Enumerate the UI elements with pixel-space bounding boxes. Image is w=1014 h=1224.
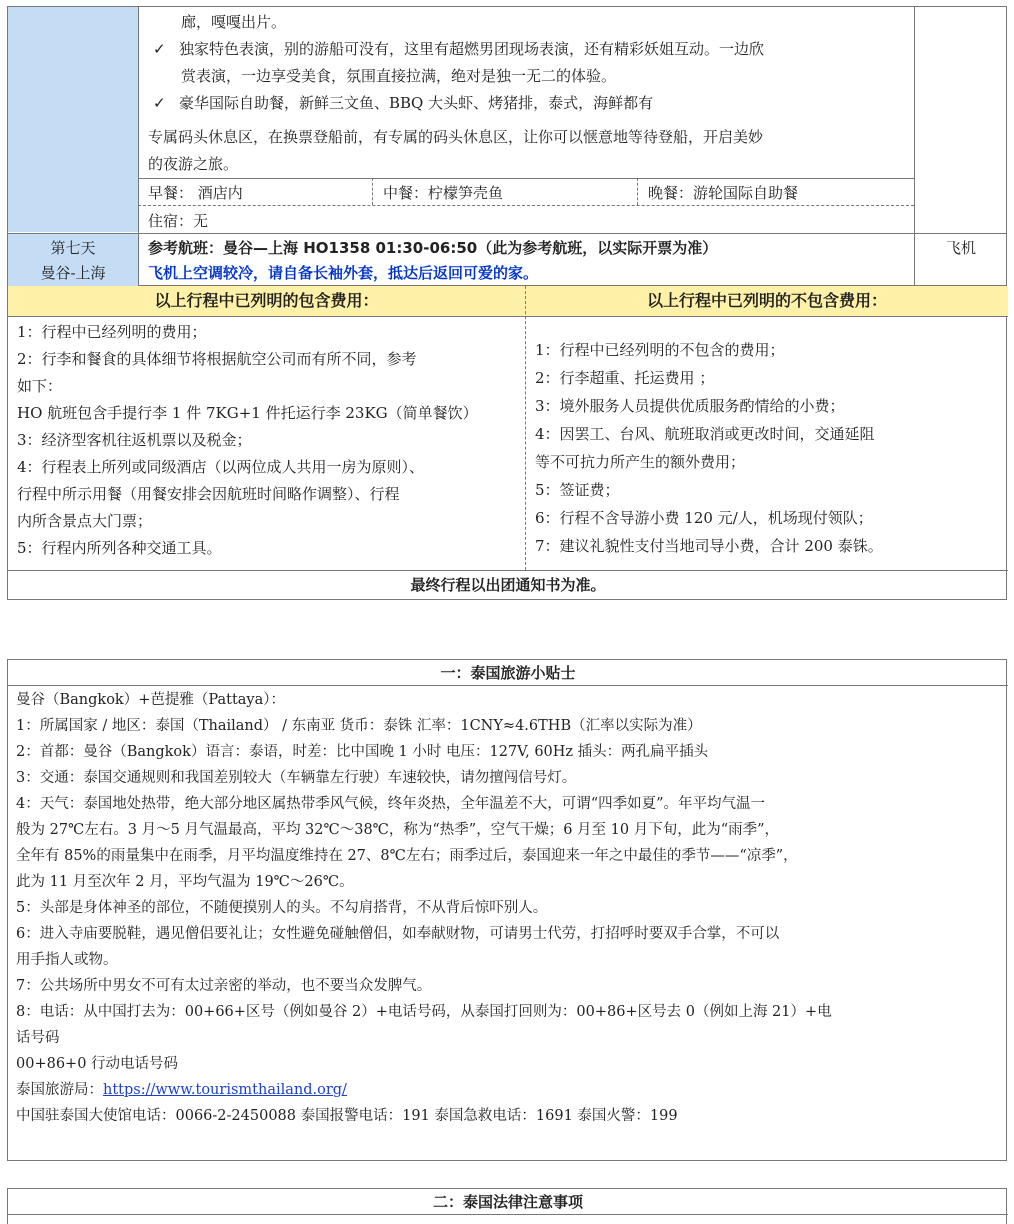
included-item: 行程中所示用餐（用餐安排会因航班时间略作调整）、行程 bbox=[17, 485, 400, 503]
tourism-link[interactable]: https://www.tourismthailand.org/ bbox=[103, 1082, 347, 1098]
tips-list bbox=[16, 687, 1006, 1129]
prev-day-line-6: 的夜游之旅。 bbox=[148, 155, 239, 173]
tip-line: 8：电话：从中国打去为：00+66+区号（例如曼谷 2）+电话号码，从泰国打回则为：00+86+区号去 0（例如上海 21）+电 bbox=[16, 1004, 832, 1020]
excluded-list bbox=[535, 336, 1005, 560]
tourism-bureau-line bbox=[16, 1077, 1006, 1103]
fees-table bbox=[7, 286, 1007, 600]
included-item: 1：行程中已经列明的费用； bbox=[17, 323, 207, 341]
prev-day-line-4: ✓ 豪华国际自助餐，新鲜三文鱼、BBQ 大头虾、烤猪排，泰式，海鲜都有 bbox=[153, 90, 653, 116]
tip-line: 曼谷（Bangkok）+芭提雅（Pattaya）： bbox=[16, 692, 286, 708]
tip-line: 用手指人或物。 bbox=[16, 952, 118, 968]
lunch: 中餐：柠檬笋壳鱼 bbox=[383, 184, 504, 202]
tip-line: 4：天气：泰国地处热带，绝大部分地区属热带季风气候，终年炎热，全年温差不大，可谓“四季如夏”。年平均气温一 bbox=[16, 796, 766, 812]
tip-line: 7：公共场所中男女不可有太过亲密的举动，也不要当众发脾气。 bbox=[16, 978, 432, 994]
final-note: 最终行程以出团通知书为准。 bbox=[410, 576, 606, 594]
check-mark-icon: ✓ bbox=[153, 40, 166, 58]
included-item: HO 航班包含手提行李 1 件 7KG+1 件托运行李 23KG（简单餐饮） bbox=[17, 404, 478, 422]
prev-day-line-1: 廊，嘎嘎出片。 bbox=[181, 13, 287, 31]
excluded-item: 7：建议礼貌性支付当地司导小费，合计 200 泰铢。 bbox=[535, 537, 883, 555]
included-item: 3：经济型客机往返机票以及税金； bbox=[17, 431, 252, 449]
prev-day-line-5: 专属码头休息区，在换票登船前，有专属的码头休息区，让你可以惬意地等待登船，开启美妙 bbox=[148, 128, 764, 146]
tip-line: 00+86+0 行动电话号码 bbox=[16, 1056, 179, 1072]
transport: 飞机 bbox=[945, 239, 976, 257]
tip-line: 1：所属国家 / 地区：泰国（Thailand） / 东南亚 货币：泰铢 汇率：1CNY≈4.6THB（汇率以实际为准） bbox=[16, 718, 702, 734]
tip-line: 此为 11 月至次年 2 月，平均气温为 19℃～26℃。 bbox=[16, 874, 354, 890]
day-label: 第七天 bbox=[50, 239, 96, 257]
emergency-phones: 中国驻泰国大使馆电话：0066-2-2450088 泰国报警电话：191 泰国急救电话：1691 泰国火警：199 bbox=[16, 1108, 678, 1124]
included-item: 内所含景点大门票； bbox=[17, 512, 153, 530]
included-list bbox=[17, 319, 522, 562]
excluded-header: 以上行程中已列明的不包含费用： bbox=[646, 291, 887, 310]
accommodation: 住宿：无 bbox=[148, 212, 209, 230]
excluded-item: 2：行李超重、托运费用 ； bbox=[535, 369, 715, 387]
law-title: 二：泰国法律注意事项 bbox=[8, 1189, 1008, 1215]
excluded-item: 4：因罢工、台风、航班取消或更改时间，交通延阻 bbox=[535, 425, 875, 443]
tip-line: 5：头部是身体神圣的部位，不随便摸别人的头。不勾肩搭背，不从背后惊吓别人。 bbox=[16, 900, 548, 916]
day-route: 曼谷-上海 bbox=[40, 264, 106, 282]
prev-day-line-2: ✓ 独家特色表演，别的游船可没有，这里有超燃男团现场表演，还有精彩妖姐互动。一边欣 bbox=[153, 36, 764, 62]
included-item: 4：行程表上所列或同级酒店（以两位成人共用一房为原则）、 bbox=[17, 458, 425, 476]
excluded-item: 等不可抗力所产生的额外费用； bbox=[535, 453, 746, 471]
excluded-item: 5：签证费； bbox=[535, 481, 620, 499]
included-item: 2：行李和餐食的具体细节将根据航空公司而有所不同，参考 bbox=[17, 350, 417, 368]
prev-day-line-3: 赏表演，一边享受美食，氛围直接拉满，绝对是独一无二的体验。 bbox=[181, 67, 617, 85]
tip-line: 全年有 85%的雨量集中在雨季，月平均温度维持在 27、8℃左右；雨季过后，泰国迎来一年之中最佳的季节——“凉季”， bbox=[16, 848, 798, 864]
tips-title: 一：泰国旅游小贴士 bbox=[8, 660, 1008, 686]
tip-line: 3：交通：泰国交通规则和我国差别较大（车辆靠左行驶）车速较快，请勿擅闯信号灯。 bbox=[16, 770, 577, 786]
excluded-item: 3：境外服务人员提供优质服务酌情给的小费； bbox=[535, 397, 845, 415]
excluded-item: 6：行程不含导游小费 120 元/人，机场现付领队； bbox=[535, 509, 873, 527]
included-item: 5：行程内所列各种交通工具。 bbox=[17, 539, 222, 557]
law-box bbox=[7, 1188, 1007, 1224]
tips-box bbox=[7, 659, 1007, 1161]
day-column-prev bbox=[8, 7, 138, 232]
tip-line: 6：进入寺庙要脱鞋，遇见僧侣要礼让；女性避免碰触僧侣，如奉献财物，可请男士代劳，打招呼时要双手合掌，不可以 bbox=[16, 926, 780, 942]
tip-line: 2：首都：曼谷（Bangkok）语言：泰语，时差：比中国晚 1 小时 电压：127V, 60Hz 插头：两孔扁平插头 bbox=[16, 744, 709, 760]
dinner: 晚餐：游轮国际自助餐 bbox=[648, 184, 799, 202]
tourism-bureau-label: 泰国旅游局： bbox=[16, 1082, 103, 1098]
included-item: 如下： bbox=[17, 377, 63, 395]
included-header: 以上行程中已列明的包含费用： bbox=[154, 291, 379, 310]
excluded-item: 1：行程中已经列明的不包含的费用； bbox=[535, 341, 785, 359]
flight-info: 参考航班：曼谷—上海 HO1358 01:30-06:50（此为参考航班，以实际开票为准） bbox=[148, 239, 718, 257]
tip-line: 般为 27℃左右。3 月～5 月气温最高，平均 32℃～38℃，称为“热季”，空气干燥；6 月至 10 月下旬，此为“雨季”， bbox=[16, 822, 780, 838]
flight-note: 飞机上空调较冷，请自备长袖外套，抵达后返回可爱的家。 bbox=[148, 264, 539, 282]
check-mark-icon: ✓ bbox=[153, 94, 166, 112]
tip-line: 话号码 bbox=[16, 1030, 60, 1046]
itinerary-table bbox=[7, 6, 1007, 286]
breakfast: 早餐： 酒店内 bbox=[148, 184, 243, 202]
